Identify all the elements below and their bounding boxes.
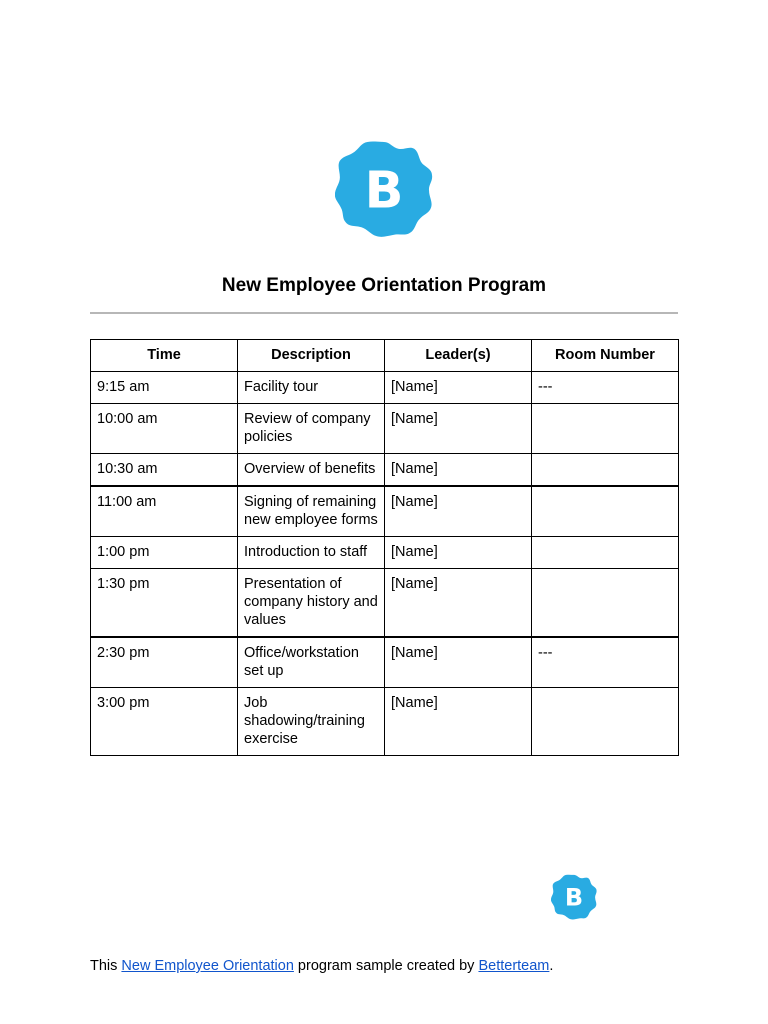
cell-description: Review of company policies — [238, 404, 385, 454]
table-row — [91, 404, 679, 454]
footer-suffix: . — [549, 958, 554, 974]
cell-leader: [Name] — [385, 637, 532, 688]
cell-room — [532, 454, 679, 487]
cell-room: --- — [532, 637, 679, 688]
logo-letter: B — [564, 883, 584, 912]
cell-room — [532, 569, 679, 638]
cell-leader: [Name] — [385, 537, 532, 569]
cell-leader: [Name] — [385, 372, 532, 404]
table-row — [91, 688, 679, 756]
cell-description: Office/workstation set up — [238, 637, 385, 688]
cell-description: Overview of benefits — [238, 454, 385, 487]
footer-middle: program sample created by — [293, 958, 479, 974]
cell-room — [532, 486, 679, 537]
cell-leader: [Name] — [385, 486, 532, 537]
cell-time: 10:30 am — [91, 454, 238, 487]
table-row — [91, 372, 679, 404]
cell-leader: [Name] — [385, 569, 532, 638]
table-row — [91, 637, 679, 688]
cell-time: 3:00 pm — [91, 688, 238, 756]
betterteam-link[interactable]: Betterteam — [478, 958, 550, 974]
cell-description: Introduction to staff — [238, 537, 385, 569]
page-title: New Employee Orientation Program — [221, 275, 547, 296]
cell-description: Signing of remaining new employee forms — [238, 486, 385, 537]
cell-leader: [Name] — [385, 454, 532, 487]
cell-time: 11:00 am — [91, 486, 238, 537]
betterteam-small-logo-icon — [551, 874, 597, 920]
header-time: Time — [91, 340, 238, 372]
cell-room: --- — [532, 372, 679, 404]
header-description: Description — [238, 340, 385, 372]
cell-room — [532, 404, 679, 454]
header-leaders: Leader(s) — [385, 340, 532, 372]
footer-prefix: This — [90, 958, 122, 974]
cell-description: Job shadowing/training exercise — [238, 688, 385, 756]
table-row — [91, 537, 679, 569]
cell-time: 10:00 am — [91, 404, 238, 454]
logo-letter: B — [364, 161, 404, 221]
table-row — [91, 454, 679, 487]
table-row — [91, 486, 679, 537]
cell-room — [532, 537, 679, 569]
cell-description: Presentation of company history and values — [238, 569, 385, 638]
cell-time: 1:00 pm — [91, 537, 238, 569]
table-header-row — [91, 340, 679, 372]
new-employee-orientation-link[interactable]: New Employee Orientation — [121, 958, 294, 974]
title-divider — [90, 312, 678, 314]
cell-room — [532, 688, 679, 756]
cell-leader: [Name] — [385, 688, 532, 756]
cell-description: Facility tour — [238, 372, 385, 404]
orientation-schedule-table — [90, 339, 679, 756]
header-room-number: Room Number — [532, 340, 679, 372]
cell-time: 1:30 pm — [91, 569, 238, 638]
cell-leader: [Name] — [385, 404, 532, 454]
cell-time: 9:15 am — [91, 372, 238, 404]
betterteam-logo-icon — [335, 140, 433, 238]
table-row — [91, 569, 679, 638]
footer-note — [90, 957, 553, 975]
cell-time: 2:30 pm — [91, 637, 238, 688]
